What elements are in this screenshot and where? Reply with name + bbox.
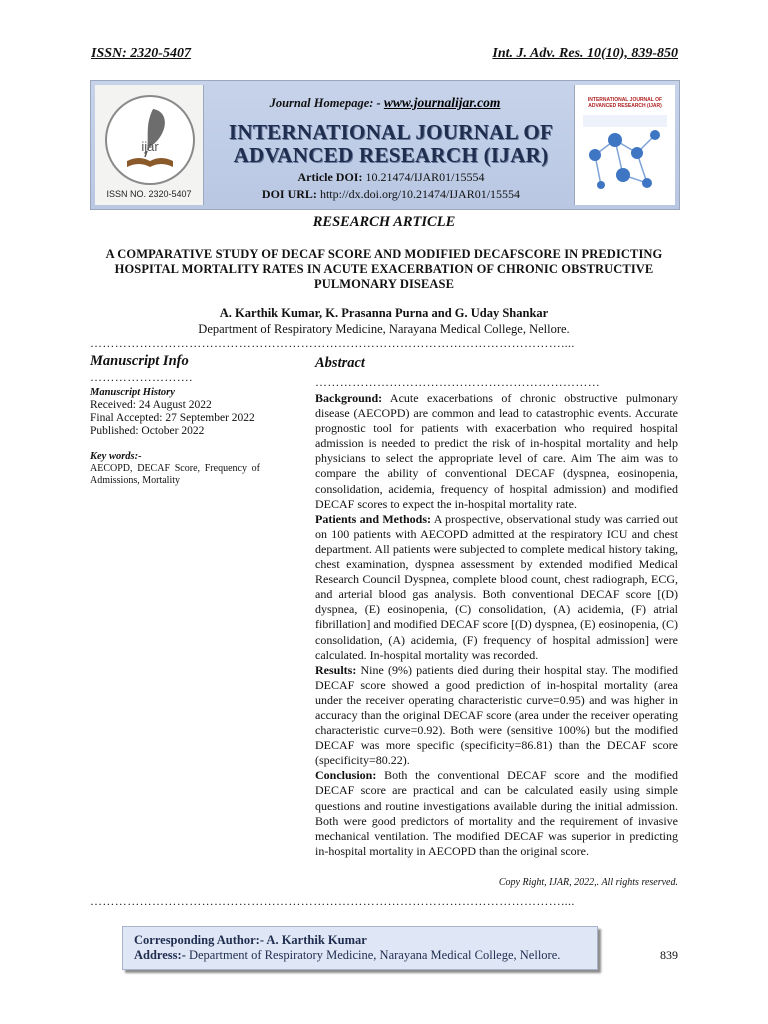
abstract-results: [315, 663, 678, 769]
results-text: Nine (9%) patients died during their hospital stay. The modified DECAF score showed a good prediction of in-hospital mortality (area under the receiver operating characteristic curve=0.95) and was higher in accuracy than the original DECAF score (area under the receiver operating characteristic curve=0.92). Both were (sensitive 100%) but the modified DECAF was more specific (specificity=86.81) than the DECAF score (specificity=80.22).: [315, 662, 678, 768]
accepted-date: Final Accepted: 27 September 2022: [90, 412, 255, 424]
corresponding-address: [134, 948, 560, 963]
manuscript-info-heading: Manuscript Info: [90, 353, 189, 369]
molecule-icon: [575, 85, 675, 205]
abstract-divider: ……………………………………………………………: [315, 375, 601, 389]
article-type: RESEARCH ARTICLE: [312, 214, 456, 230]
citation-header: Int. J. Adv. Res. 10(10), 839-850: [492, 46, 678, 61]
doi-info: [211, 169, 571, 203]
divider-bottom: ……………………………………………………………………………………………………....: [90, 894, 575, 908]
conclusion-text: Both the conventional DECAF score and the modified DECAF score are practical and can be calculated easily using simple questions and routine investigations available during the initial admission. Both were good predictors of mortality and the requirement of invasive mechanical ventilation. The modified DECAF was superior in predicting in-hospital mortality in AECOPD than the original score.: [315, 768, 678, 858]
journal-title: [211, 121, 571, 167]
page-number: 839: [660, 948, 678, 962]
address-text: Department of Respiratory Medicine, Narayana Medical College, Nellore.: [185, 948, 561, 962]
abstract-body: [315, 391, 678, 859]
keywords-label: Key words:-: [90, 451, 142, 462]
abstract-methods: [315, 512, 678, 663]
divider-top: ……………………………………………………………………………………………………....: [90, 336, 575, 350]
logo-wordmark: ijar: [141, 139, 159, 154]
manuscript-history-label: Manuscript History: [90, 387, 175, 398]
abstract-heading: Abstract: [315, 355, 365, 371]
corresponding-author: Corresponding Author:- A. Karthik Kumar: [134, 933, 367, 947]
keywords: AECOPD, DECAF Score, Frequency of Admissions, Mortality: [90, 463, 260, 486]
methods-text: A prospective, observational study was carried out on 100 patients with AECOPD admitted at the respiratory ICU and chest department. All patients were subjected to complete medical history taking, chest examination, dyspnea assessment by extended modified Medical Research Council Dyspnea, complete blood count, chest radiograph, ECG, and arterial blood gas analysis. Both conventional DECAF score [(D) dyspnea, (E) eosinopenia, (C) consolidation, (A) acidemia, (F) atrial fibrillation] and modified DECAF score [(D) dyspnea, (E) eosinopenia, (C) consolidation, (A) acidemia, (F) frequency of hospital admission] were calculated. In-hospital mortality was recorded.: [315, 511, 678, 662]
methods-label: Patients and Methods:: [315, 511, 432, 526]
journal-title-line2: ADVANCED RESEARCH (IJAR): [233, 143, 549, 167]
manuscript-divider: …………………….: [90, 370, 193, 384]
affiliation: Department of Respiratory Medicine, Narayana Medical College, Nellore.: [198, 322, 570, 336]
abstract: [315, 355, 678, 859]
paper-title: A COMPARATIVE STUDY OF DECAF SCORE AND MODIFIED DECAFSCORE IN PREDICTING HOSPITAL MORTALITY RATES IN ACUTE EXACERBATION OF CHRONIC OBSTRUCTIVE PULMONARY DISEASE: [105, 247, 663, 291]
issn-header: ISSN: 2320-5407: [91, 46, 191, 61]
homepage-link[interactable]: www.journalijar.com: [383, 95, 501, 110]
journal-banner: [90, 80, 680, 210]
published-date: Published: October 2022: [90, 425, 205, 437]
journal-title-line1: INTERNATIONAL JOURNAL OF: [228, 120, 554, 144]
corresponding-author-box: [122, 926, 598, 970]
abstract-background: [315, 391, 678, 512]
logo-issn: ISSN NO. 2320-5407: [106, 189, 192, 199]
cover-title: INTERNATIONAL JOURNAL OF ADVANCED RESEARCH (IJAR): [587, 97, 663, 109]
doi-label: Article DOI:: [297, 170, 363, 184]
doi-value[interactable]: 10.21474/IJAR01/15554: [365, 170, 485, 184]
background-text: Acute exacerbations of chronic obstructive pulmonary disease (AECOPD) are common and lead to catastrophic events. Accurate prognostic tool for patients with exacerbation who required hospital admission is needed to predict the risk of in-hospital mortality and help physicians to select the appropriate level of care. Aim The aim was to compare the ability of conventional DECAF (dyspnea, eosinopenia, consolidation, acidemia, frequency of hospital admission) and modified DECAF scores to expect the in-hospital mortality rate.: [315, 391, 678, 511]
conclusion-label: Conclusion:: [315, 768, 377, 783]
homepage-label: Journal Homepage: -: [269, 96, 384, 110]
copyright-notice: Copy Right, IJAR, 2022,. All rights reserved.: [498, 877, 678, 888]
manuscript-info: [90, 355, 270, 487]
abstract-conclusion: [315, 768, 678, 859]
received-date: Received: 24 August 2022: [90, 399, 212, 411]
authors: A. Karthik Kumar, K. Prasanna Purna and G. Uday Shankar: [219, 306, 549, 320]
address-label: Address:-: [134, 948, 186, 962]
doi-url-label: DOI URL:: [261, 187, 317, 201]
results-label: Results:: [315, 662, 357, 677]
journal-cover-thumbnail: [574, 85, 675, 205]
doi-url-value[interactable]: http://dx.doi.org/10.21474/IJAR01/15554: [319, 187, 521, 201]
background-label: Background:: [315, 391, 383, 405]
